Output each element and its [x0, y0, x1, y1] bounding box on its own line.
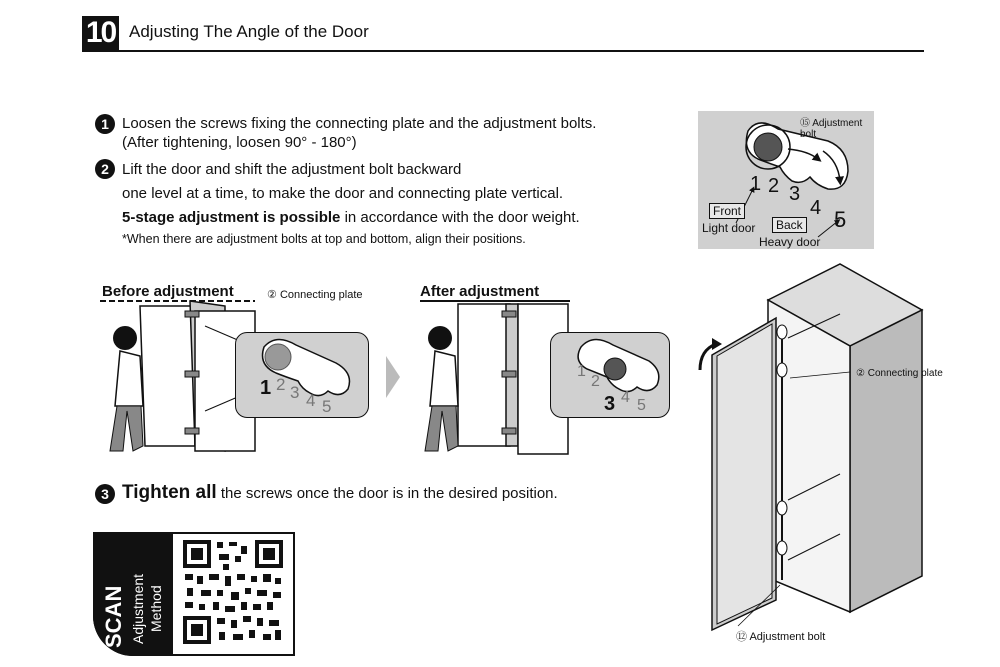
inset-light-door: Light door: [702, 221, 756, 235]
step-3-text: [122, 482, 558, 504]
step-2-line-1: Lift the door and shift the adjustment bolt backward: [122, 161, 462, 178]
step-1-text: [122, 114, 596, 152]
before-level-5: 5: [322, 397, 332, 416]
step-1-badge: 1: [95, 114, 115, 134]
after-title: After adjustment: [420, 283, 540, 300]
after-bolt-zoom: [550, 332, 670, 418]
inset-back-label: Back: [772, 217, 807, 233]
step-number: 10: [82, 16, 119, 50]
inset-front-label: Front: [709, 203, 745, 219]
step-3-badge: 3: [95, 484, 115, 504]
cabinet-bolt-label: ⑫ Adjustment bolt: [736, 631, 826, 643]
cabinet-plate-label: ② Connecting plate: [856, 368, 943, 379]
step-1-line-2: (After tightening, loosen 90° - 180°): [122, 134, 357, 151]
adjustment-bolt-inset: [698, 111, 874, 249]
inset-heavy-door: Heavy door: [759, 235, 821, 249]
after-level-4: 4: [621, 389, 630, 406]
step-3-bold: Tighten all: [122, 482, 217, 503]
step-2-badge: 2: [95, 159, 115, 179]
before-level-2: 2: [276, 375, 286, 394]
step-3-rest: the screws once the door is in the desired position.: [216, 485, 558, 502]
step-2-line-3: [122, 208, 580, 227]
scan-label: SCAN: [101, 585, 126, 648]
inset-level-5: 5: [834, 207, 847, 232]
qr-code-icon[interactable]: [183, 540, 283, 644]
inset-level-4: 4: [810, 197, 822, 219]
before-level-4: 4: [306, 391, 316, 410]
step-2-line-2: one level at a time, to make the door and connecting plate vertical.: [122, 185, 564, 202]
inset-level-2: 2: [768, 175, 780, 197]
step-1-line-1: Loosen the screws fixing the connecting plate and the adjustment bolts.: [122, 115, 597, 132]
inset-level-3: 3: [789, 183, 801, 205]
inset-level-1: 1: [750, 173, 762, 195]
after-level-2: 2: [591, 373, 600, 390]
after-level-1: 1: [577, 363, 586, 380]
next-arrow-icon: [386, 356, 400, 398]
before-level-3: 3: [290, 383, 300, 402]
before-plate-label: ② Connecting plate: [267, 289, 363, 301]
header-divider: [82, 50, 924, 52]
page-title: Adjusting The Angle of the Door: [129, 22, 369, 41]
before-bolt-zoom: [235, 332, 369, 418]
step-2-note: *When there are adjustment bolts at top and bottom, align their positions.: [122, 232, 526, 246]
after-level-5: 5: [637, 397, 646, 414]
scan-panel: [93, 532, 173, 656]
step-2-bold: 5-stage adjustment is possible: [122, 209, 341, 226]
inset-bolt-label: ⑮ Adjustment bolt: [800, 118, 863, 140]
before-bolt-slot: [236, 333, 368, 417]
scan-line-2: Method: [148, 585, 164, 632]
before-title: Before adjustment: [102, 283, 234, 300]
cabinet-illustration: [690, 260, 930, 640]
step-2-line-3-rest: in accordance with the door weight.: [340, 209, 580, 226]
after-level-3: 3: [604, 393, 616, 415]
before-level-1: 1: [260, 377, 272, 399]
scan-line-1: Adjustment: [130, 573, 146, 644]
